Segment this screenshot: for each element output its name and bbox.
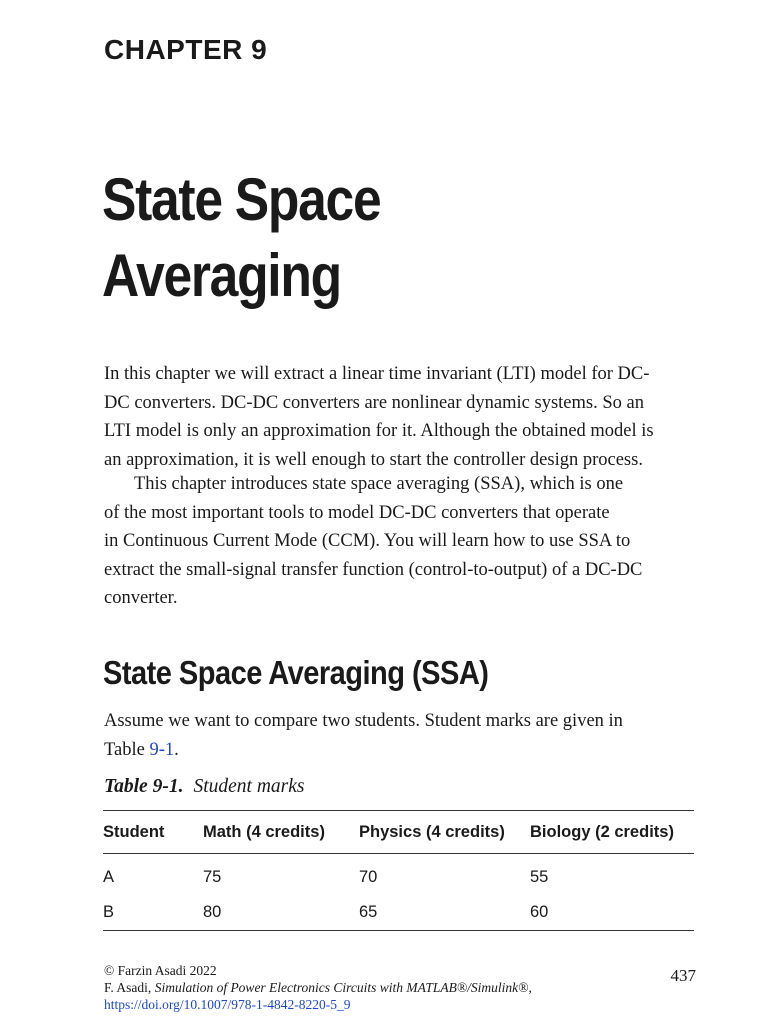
table-row: [103, 854, 694, 896]
cell-physics: 70: [359, 868, 378, 886]
section-heading: State Space Averaging (SSA): [103, 654, 489, 691]
table-caption: [104, 776, 304, 798]
student-marks-table: [103, 810, 694, 931]
intro-paragraph-2: [104, 470, 694, 613]
table-row: [103, 895, 694, 931]
header-biology: Biology (2 credits): [530, 822, 674, 841]
chapter-label: CHAPTER 9: [104, 34, 268, 65]
text-line: an approximation, it is well enough to start the controller design process.: [104, 449, 643, 470]
cell-math: 80: [203, 903, 222, 921]
page-number: 437: [670, 966, 696, 985]
citation-author: F. Asadi,: [104, 980, 155, 995]
cell-physics: 65: [359, 903, 378, 921]
header-math: Math (4 credits): [203, 822, 325, 841]
table-reference-link[interactable]: 9-1: [149, 739, 175, 760]
copyright-notice: © Farzin Asadi 2022: [104, 963, 217, 978]
text-line: Assume we want to compare two students. Student marks are given in: [104, 711, 623, 731]
text-fragment: .: [174, 739, 179, 760]
table-caption-text: Student marks: [193, 776, 305, 797]
cell-biology: 55: [530, 868, 549, 886]
cell-math: 75: [203, 868, 222, 886]
text-line: [104, 736, 694, 765]
text-fragment: Table: [104, 739, 150, 760]
doi-link[interactable]: https://doi.org/10.1007/978-1-4842-8220-5_9: [104, 997, 351, 1012]
text-line: This chapter introduces state space averaging (SSA), which is one: [134, 474, 624, 494]
section-paragraph: [104, 707, 694, 764]
text-line: in Continuous Current Mode (CCM). You will learn how to use SSA to: [104, 531, 631, 551]
intro-paragraph-1: [104, 360, 694, 474]
text-line: extract the small-signal transfer function (control-to-output) of a DC-DC: [104, 559, 643, 580]
citation-suffix: ,: [528, 980, 532, 995]
table-caption-number: Table 9-1.: [104, 776, 184, 797]
chapter-title: [102, 162, 618, 314]
header-physics: Physics (4 credits): [359, 822, 505, 841]
text-line: of the most important tools to model DC-DC converters that operate: [104, 502, 610, 523]
chapter-title-line-2: Averaging: [102, 242, 341, 309]
text-line: converter.: [104, 588, 178, 608]
cell-student: B: [103, 903, 115, 921]
text-line: LTI model is only an approximation for it. Although the obtained model is: [104, 421, 654, 441]
cell-student: A: [103, 868, 115, 886]
citation-title: Simulation of Power Electronics Circuits with MATLAB®/Simulink®: [154, 980, 529, 995]
table-header-row: [103, 811, 694, 854]
chapter-title-line-1: State Space: [102, 166, 381, 233]
text-line: In this chapter we will extract a linear time invariant (LTI) model for DC-: [104, 364, 650, 384]
cell-biology: 60: [530, 903, 549, 921]
footer-citation: [104, 962, 696, 1013]
text-line: DC converters. DC-DC converters are nonlinear dynamic systems. So an: [104, 392, 644, 413]
citation-line: [104, 979, 696, 996]
header-student: Student: [103, 822, 165, 841]
